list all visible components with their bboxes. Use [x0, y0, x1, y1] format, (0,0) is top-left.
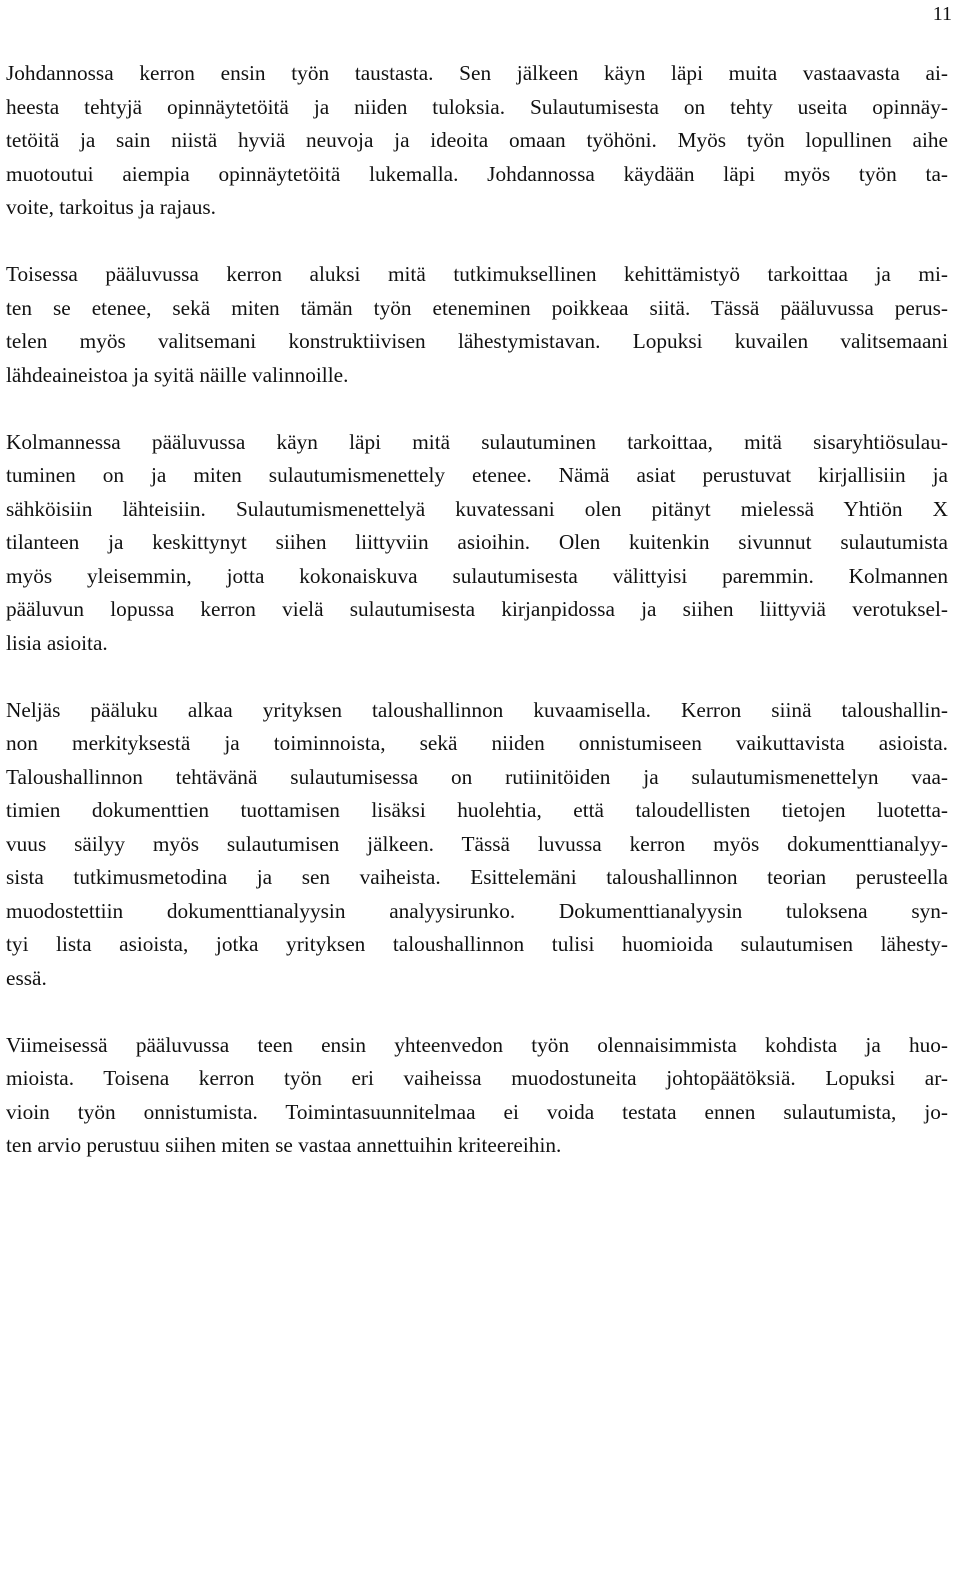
- paragraph-chapter-three: [6, 426, 948, 661]
- text-line: voite, tarkoitus ja rajaus.: [6, 195, 216, 219]
- text-line: lähdeaineistoa ja syitä näille valinnoille.: [6, 362, 349, 387]
- text-line: non merkityksestä ja toiminnoista, sekä niiden onnistumiseen vaikuttavista asioista.: [6, 731, 948, 755]
- paragraph-chapter-two: [6, 258, 948, 392]
- text-line: heesta tehtyjä opinnäytetöitä ja niiden tuloksia. Sulautumisesta on tehty useita opinnäy-: [6, 94, 948, 119]
- text-line: sähköisiin lähteisiin. Sulautumismenettelyä kuvatessani olen pitänyt mielessä Yhtiön X: [6, 496, 948, 521]
- text-line: Toisessa pääluvussa kerron aluksi mitä tutkimuksellinen kehittämistyö tarkoittaa ja mi-: [6, 262, 948, 286]
- text-line: timien dokumenttien tuottamisen lisäksi huolehtia, että taloudellisten tietojen luotetta-: [6, 798, 948, 822]
- text-line: lisia asioita.: [6, 630, 108, 655]
- text-line: sista tutkimusmetodina ja sen vaiheista. Esittelemäni taloushallinnon teorian perusteella: [6, 865, 948, 889]
- text-line: essä.: [6, 965, 47, 990]
- text-line: tyi lista asioista, jotka yrityksen taloushallinnon tulisi huomioida sulautumisen lähesty-: [6, 932, 948, 956]
- text-line: Neljäs pääluku alkaa yrityksen taloushallinnon kuvaamisella. Kerron siinä taloushallin-: [6, 697, 948, 722]
- text-line: Johdannossa kerron ensin työn taustasta. Sen jälkeen käyn läpi muita vastaavasta ai-: [6, 61, 948, 85]
- paragraph-final-chapter: [6, 1029, 948, 1163]
- text-line: myös yleisemmin, jotta kokonaiskuva sulautumisesta välittyisi paremmin. Kolmannen: [6, 563, 948, 588]
- paragraph-chapter-four: [6, 694, 948, 996]
- text-line: telen myös valitsemani konstruktiivisen lähestymistavan. Lopuksi kuvailen valitsemaani: [6, 329, 948, 353]
- document-body: [6, 57, 948, 1163]
- text-line: ten se etenee, sekä miten tämän työn eteneminen poikkeaa siitä. Tässä pääluvussa perus-: [6, 295, 948, 320]
- page-number: 11: [932, 3, 952, 25]
- text-line: Kolmannessa pääluvussa käyn läpi mitä sulautuminen tarkoittaa, mitä sisaryhtiösulau-: [6, 429, 948, 454]
- text-line: muotoutui aiempia opinnäytetöitä lukemalla. Johdannossa käydään läpi myös työn ta-: [6, 161, 948, 186]
- text-line: vioin työn onnistumista. Toimintasuunnitelmaa ei voida testata ennen sulautumista, jo-: [6, 1099, 948, 1124]
- text-line: Taloushallinnon tehtävänä sulautumisessa on rutiinitöiden ja sulautumismenettelyn vaa-: [6, 764, 948, 789]
- text-line: ten arvio perustuu siihen miten se vastaa annettuihin kriteereihin.: [6, 1133, 562, 1157]
- text-line: tilanteen ja keskittynyt siihen liittyviin asioihin. Olen kuitenkin sivunnut sulautumista: [6, 530, 948, 554]
- text-line: muodostettiin dokumenttianalyysin analyysirunko. Dokumenttianalyysin tuloksena syn-: [6, 898, 948, 923]
- text-line: tetöitä ja sain niistä hyviä neuvoja ja ideoita omaan työhöni. Myös työn lopullinen aihe: [6, 128, 948, 152]
- text-line: pääluvun lopussa kerron vielä sulautumisesta kirjanpidossa ja siihen liittyviä verotuksel-: [6, 597, 948, 621]
- text-line: tuminen on ja miten sulautumismenettely etenee. Nämä asiat perustuvat kirjallisiin ja: [6, 463, 948, 487]
- text-line: vuus säilyy myös sulautumisen jälkeen. Tässä luvussa kerron myös dokumenttianalyy-: [6, 831, 948, 856]
- paragraph-introduction: [6, 57, 948, 225]
- text-line: Viimeisessä pääluvussa teen ensin yhteenvedon työn olennaisimmista kohdista ja huo-: [6, 1032, 948, 1057]
- text-line: mioista. Toisena kerron työn eri vaiheissa muodostuneita johtopäätöksiä. Lopuksi ar-: [6, 1066, 948, 1090]
